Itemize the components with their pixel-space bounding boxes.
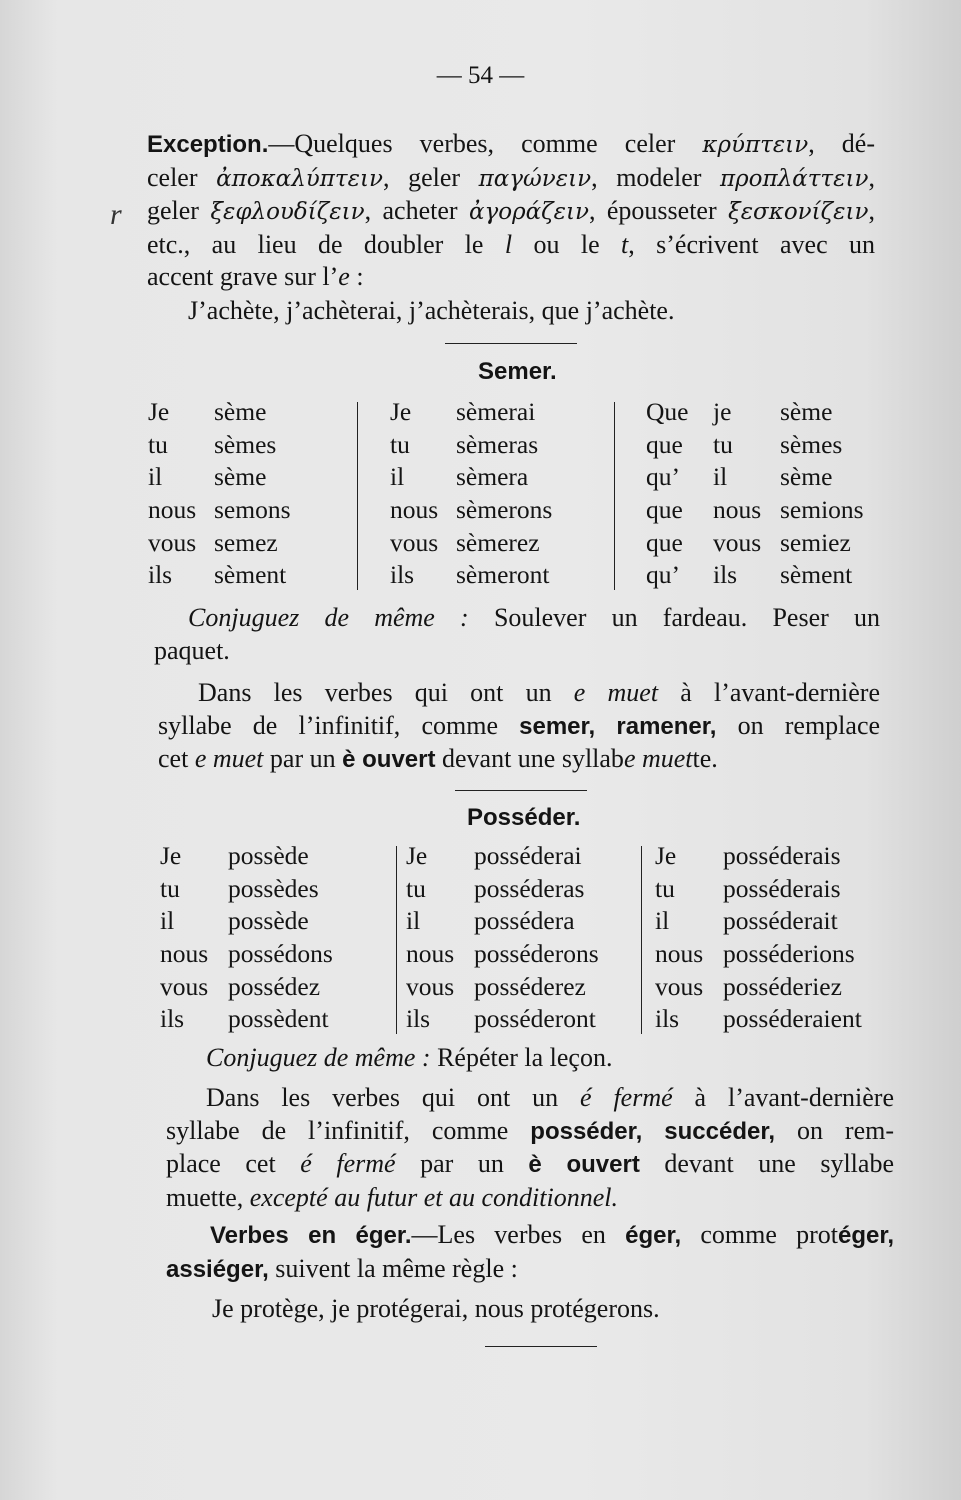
verb-form: sème [214,397,267,426]
eger-paragraph [166,1219,894,1286]
verb-form: semons [214,495,291,525]
exception-line-text: —Quelques verbes, comme celer κρύπτειν, dé- [268,129,875,158]
verb-form: semions [780,495,864,525]
eger-line: assiéger, suivent la même règle : [166,1253,518,1283]
pronoun: que [646,495,683,525]
verb-form: posséderai [474,841,582,870]
pronoun: vous [148,527,197,557]
verb-form: possède [228,906,309,936]
posseder-title: Posséder. [467,804,581,831]
conjuguez-text: Répéter la leçon. [437,1043,613,1072]
verb-form: possèdent [228,1004,329,1034]
verb-form: sèmeront [456,560,550,590]
conjuguez-label: Conjuguez de même : [206,1043,431,1072]
column-divider [641,846,642,1034]
pronoun: que [646,429,683,459]
posseder-rule-paragraph [166,1082,894,1214]
conjuguez-continuation: paquet. [154,636,230,665]
exception-line: geler ξεφλουδίζειν, acheter ἀγοράζειν, épousseter ξεσκονίζειν, [147,196,875,226]
posseder-conjuguez [206,1043,612,1073]
margin-pencil-mark: r [110,198,122,231]
verb-form: sème [780,397,833,426]
pronoun: Je [406,841,428,870]
conjuguez-label: Conjuguez de même : [188,603,469,632]
pronoun: nous [390,495,439,525]
verb-form: posséderont [474,1004,596,1034]
verb-form: posséderas [474,873,585,903]
eger-example: Je protège, je protégerai, nous protégerons. [212,1294,660,1323]
pronoun: je [713,397,732,426]
pronoun: nous [148,495,197,525]
verb-form: posséderaient [723,1004,862,1034]
pronoun: il [390,462,405,492]
verb-form: posséderais [723,873,841,903]
conjuguez-text: Soulever un fardeau. Peser un [493,603,880,632]
exception-paragraph [147,128,875,294]
pronoun: il [655,906,670,936]
pronoun: il [713,462,728,492]
verb-form: sèmes [780,429,843,459]
rule-line: Dans les verbes qui ont un e muet à l’avant-dernière [198,678,880,707]
exception-label: Exception. [147,131,269,158]
verb-form: possédons [228,939,333,969]
pronoun: Je [148,397,170,426]
eger-line-text: —Les verbes en éger, comme protéger, [411,1220,895,1249]
pronoun: vous [160,971,209,1001]
verb-form: sèment [214,560,287,590]
verb-form: sème [780,462,833,492]
pronoun: vous [655,971,704,1001]
pronoun: ils [655,1004,680,1034]
verb-form: sèmerons [456,495,553,525]
pronoun: ils [390,560,415,590]
semer-title: Semer. [478,358,557,385]
column-divider [614,402,615,590]
pronoun: Je [390,397,412,426]
pronoun: tu [390,429,410,459]
exception-line [147,128,875,162]
verb-form: sèmeras [456,429,539,459]
pronoun: vous [406,971,455,1001]
rule-line: cet e muet par un è ouvert devant une syllabe muette. [158,744,718,774]
verb-form: possédez [228,971,321,1001]
pronoun: nous [160,939,209,969]
conjuguez-line [188,602,880,635]
pronoun: tu [160,873,180,903]
pronoun: nous [655,939,704,969]
verb-form: posséderons [474,939,599,969]
verb-form: sèmera [456,462,529,492]
column-divider [357,402,358,590]
pronoun: Que [646,397,689,426]
verb-form: sèmes [214,429,277,459]
exception-line: accent grave sur l’e : [147,262,364,292]
pronoun: tu [148,429,168,459]
exception-line: celer ἀποκαλύπτειν, geler παγώνειν, modeler προπλάττειν, [147,162,875,192]
pronoun: il [406,906,421,936]
verb-form: sèmerez [456,527,540,557]
rule-line: syllabe de l’infinitif, comme semer, ramener, on remplace [158,710,881,740]
verb-form: posséderais [723,841,841,870]
exception-example: J’achète, j’achèterai, j’achèterais, que j’achète. [188,296,675,325]
verb-form: semez [214,527,278,557]
pronoun: il [160,906,175,936]
verb-form: possèdes [228,873,319,903]
pronoun: nous [713,495,762,525]
verb-form: posséderiez [723,971,842,1001]
pronoun: ils [160,1004,185,1034]
pronoun: vous [390,527,439,557]
verb-form: posséderez [474,971,586,1001]
exception-line: etc., au lieu de doubler le l ou le t, s’écrivent avec un [147,229,876,259]
verb-form: sèment [780,560,853,590]
pronoun: il [148,462,163,492]
page-number: — 54 — [436,62,525,89]
pronoun: vous [713,527,762,557]
verb-form: posséderait [723,906,838,936]
rule-line: place cet é fermé par un è ouvert devant une syllabe [166,1149,894,1179]
rule-line: Dans les verbes qui ont un é fermé à l’avant-dernière [206,1083,894,1112]
pronoun: ils [406,1004,431,1034]
separator-rule [455,790,587,791]
pronoun: tu [406,873,426,903]
column-divider [396,846,397,1034]
eger-line [166,1219,894,1253]
pronoun: Je [160,841,182,870]
pronoun: que [646,527,683,557]
pronoun: qu’ [646,462,680,492]
rule-line: muette, excepté au futur et au conditionnel. [166,1182,618,1212]
verb-form: posséderions [723,939,855,969]
pronoun: ils [148,560,173,590]
separator-rule [445,343,577,344]
pronoun: nous [406,939,455,969]
verb-form: possède [228,841,309,870]
semer-rule-paragraph [158,677,880,777]
verb-form: sème [214,462,267,492]
pronoun: Je [655,841,677,870]
separator-rule [485,1346,597,1347]
verb-form: sèmerai [456,397,536,426]
pronoun: tu [713,429,733,459]
verb-form: possédera [474,906,575,936]
rule-line: syllabe de l’infinitif, comme posséder, succéder, on rem- [166,1115,894,1145]
pronoun: qu’ [646,560,680,590]
semer-conjuguez [188,602,880,635]
eger-label: Verbes en éger. [210,1222,412,1249]
pronoun: tu [655,873,675,903]
pronoun: ils [713,560,738,590]
verb-form: semiez [780,527,851,557]
